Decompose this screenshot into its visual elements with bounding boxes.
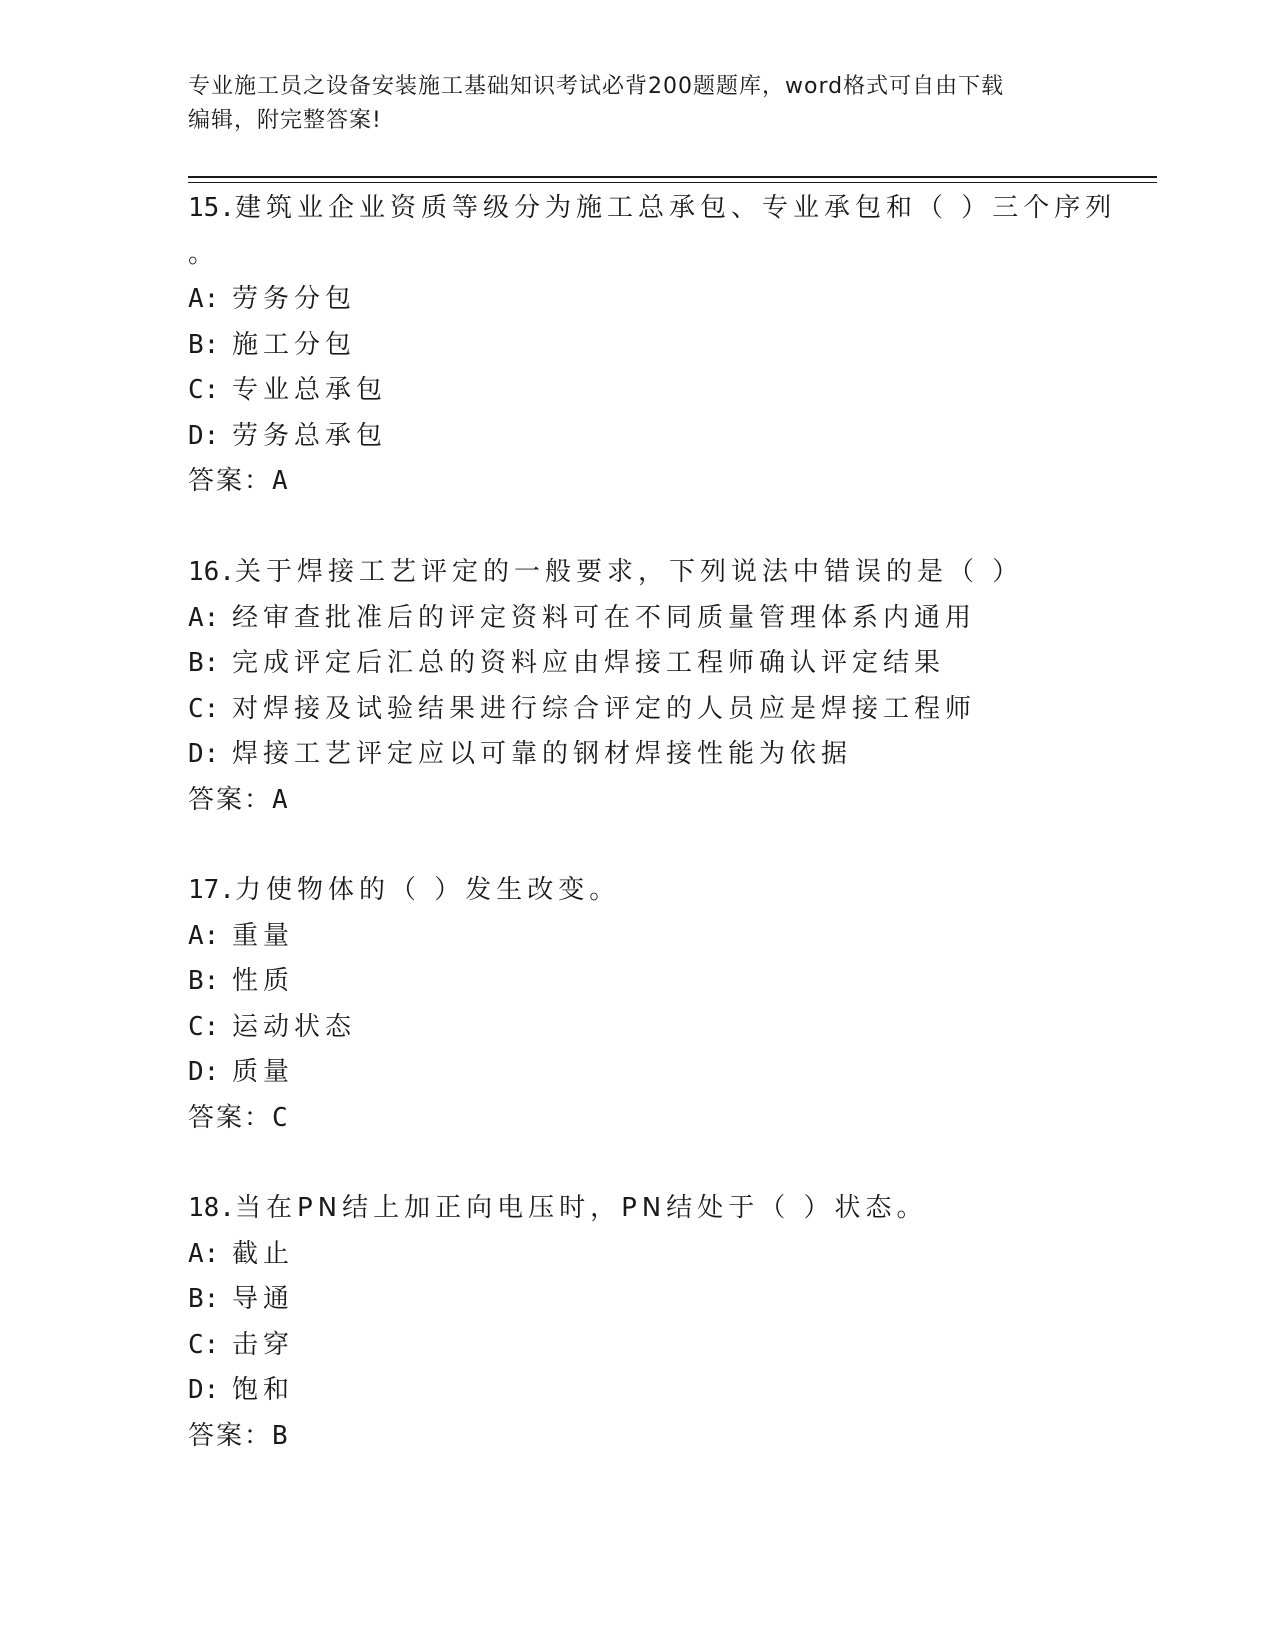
header-line-1: 专业施工员之设备安装施工基础知识考试必背200题题库，word格式可自由下载 bbox=[188, 74, 1005, 99]
question-number: 18. bbox=[188, 1193, 235, 1223]
option-key: B: bbox=[188, 329, 220, 360]
answer bbox=[188, 1096, 1108, 1142]
question-stem bbox=[188, 1186, 1108, 1232]
question-18 bbox=[188, 1186, 1108, 1459]
question-stem bbox=[188, 868, 1108, 914]
question-number: 17. bbox=[188, 875, 235, 905]
option-key: A: bbox=[188, 602, 220, 633]
option-text: 导通 bbox=[232, 1284, 295, 1314]
option-key: A: bbox=[188, 1238, 220, 1269]
question-text: 当在PN结上加正向电压时，PN结处于（ ）状态。 bbox=[234, 1193, 928, 1223]
option-d bbox=[188, 1368, 1108, 1414]
question-stem bbox=[188, 186, 1117, 232]
option-key: B: bbox=[188, 1284, 220, 1314]
option-d bbox=[188, 732, 1108, 778]
option-b bbox=[188, 641, 1108, 687]
option-text: 性质 bbox=[232, 966, 295, 996]
option-key: C: bbox=[188, 1011, 220, 1042]
option-key: D: bbox=[188, 1375, 220, 1405]
answer-value: A bbox=[272, 466, 290, 496]
answer-label: 答案： bbox=[188, 784, 273, 815]
option-b bbox=[188, 323, 1108, 369]
option-a bbox=[188, 277, 1108, 323]
question-number: 16. bbox=[188, 557, 235, 587]
question-15 bbox=[188, 186, 1117, 505]
question-16 bbox=[188, 550, 1108, 823]
option-c bbox=[188, 368, 1108, 414]
answer-label: 答案： bbox=[188, 1102, 273, 1133]
answer bbox=[188, 459, 1108, 505]
option-text: 对焊接及试验结果进行综合评定的人员应是焊接工程师 bbox=[232, 693, 977, 724]
option-key: D: bbox=[188, 1057, 220, 1087]
question-text: 建筑业企业资质等级分为施工总承包、专业承包和（ ）三个序列 bbox=[234, 193, 1117, 223]
question-stem-tail: 。 bbox=[188, 238, 220, 269]
option-key: C: bbox=[188, 375, 220, 405]
option-key: C: bbox=[188, 693, 220, 724]
header-divider-thin bbox=[188, 182, 1157, 183]
option-b bbox=[188, 959, 1108, 1005]
option-d bbox=[188, 1050, 1108, 1096]
answer bbox=[188, 1414, 1108, 1460]
option-a bbox=[188, 914, 1108, 960]
option-b bbox=[188, 1277, 1108, 1323]
option-d bbox=[188, 414, 1108, 460]
answer-label: 答案： bbox=[188, 1420, 273, 1451]
option-text: 完成评定后汇总的资料应由焊接工程师确认评定结果 bbox=[232, 648, 946, 678]
option-a bbox=[188, 1232, 1108, 1278]
option-key: B: bbox=[188, 966, 220, 996]
option-key: A: bbox=[188, 920, 220, 951]
option-key: D: bbox=[188, 739, 220, 769]
option-key: A: bbox=[188, 284, 220, 314]
option-c bbox=[188, 687, 1108, 733]
question-number: 15. bbox=[188, 193, 235, 223]
question-17 bbox=[188, 868, 1108, 1141]
option-text: 运动状态 bbox=[232, 1011, 357, 1042]
option-text: 施工分包 bbox=[232, 329, 357, 360]
option-text: 饱和 bbox=[232, 1375, 295, 1405]
option-text: 劳务总承包 bbox=[232, 420, 388, 451]
option-text: 专业总承包 bbox=[232, 375, 388, 405]
answer bbox=[188, 778, 1108, 824]
question-text: 力使物体的（ ）发生改变。 bbox=[234, 875, 621, 905]
option-c bbox=[188, 1323, 1108, 1369]
option-c bbox=[188, 1005, 1108, 1051]
option-text: 焊接工艺评定应以可靠的钢材焊接性能为依据 bbox=[232, 739, 853, 769]
answer-value: C bbox=[272, 1102, 290, 1133]
option-text: 劳务分包 bbox=[232, 284, 357, 314]
question-stem bbox=[188, 550, 1108, 596]
option-text: 重量 bbox=[232, 920, 295, 951]
option-text: 经审查批准后的评定资料可在不同质量管理体系内通用 bbox=[232, 602, 977, 633]
answer-value: A bbox=[272, 784, 290, 815]
header-divider-thick bbox=[188, 176, 1157, 178]
option-text: 击穿 bbox=[232, 1329, 295, 1360]
option-key: C: bbox=[188, 1329, 220, 1360]
answer-value: B bbox=[272, 1420, 290, 1451]
document-header bbox=[188, 70, 1088, 138]
header-line-2: 编辑，附完整答案! bbox=[188, 108, 382, 133]
option-a bbox=[188, 596, 1108, 642]
option-key: D: bbox=[188, 420, 220, 451]
option-text: 质量 bbox=[232, 1057, 295, 1087]
option-key: B: bbox=[188, 648, 220, 678]
question-text: 关于焊接工艺评定的一般要求，下列说法中错误的是（ ） bbox=[234, 557, 1024, 587]
option-text: 截止 bbox=[232, 1238, 295, 1269]
answer-label: 答案： bbox=[188, 466, 273, 496]
